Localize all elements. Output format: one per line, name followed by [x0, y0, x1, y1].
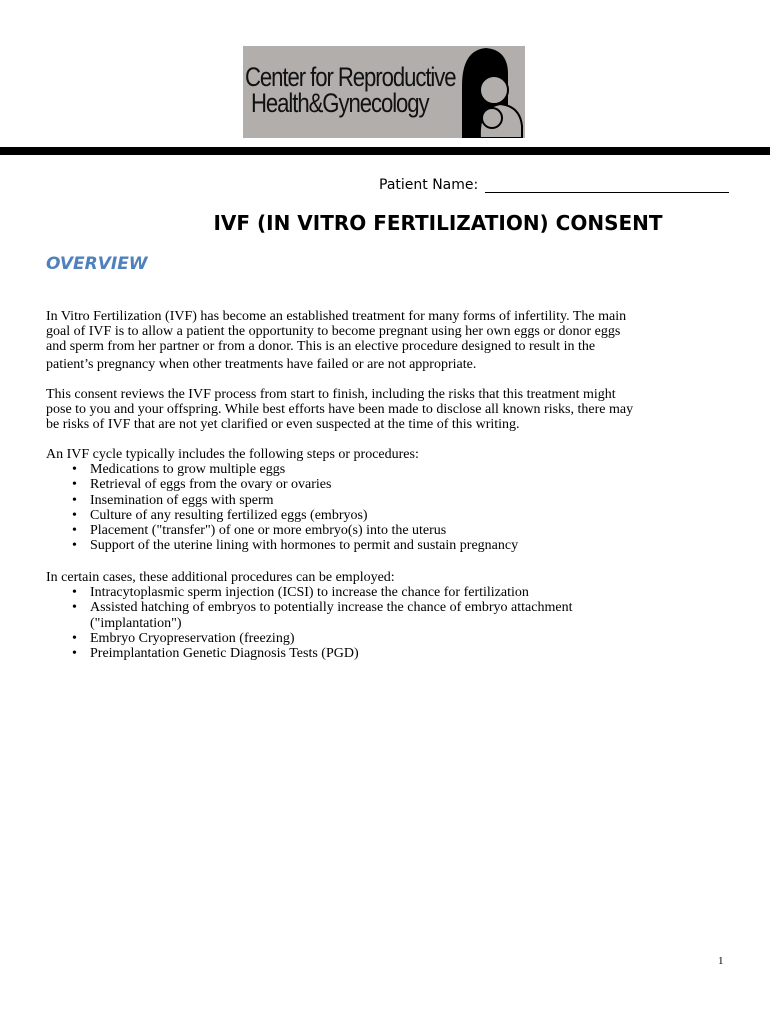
list-item: • Embryo Cryopreservation (freezing) — [72, 630, 295, 646]
list-item: • Intracytoplasmic sperm injection (ICSI) to increase the chance for fertilization — [72, 585, 529, 601]
list-item: • Assisted hatching of embryos to potentially increase the chance of embryo attachment — [72, 600, 573, 616]
additional-section — [46, 570, 572, 661]
section-heading-overview: OVERVIEW — [46, 254, 148, 274]
list-item-continuation: ("implantation") — [90, 615, 182, 631]
paragraph-risks — [46, 387, 633, 433]
text-line: This consent reviews the IVF process from start to finish, including the risks that this treatment might — [46, 387, 616, 402]
steps-intro: An IVF cycle typically includes the following steps or procedures: — [46, 447, 419, 462]
page-number: 1 — [718, 955, 724, 967]
logo-line-2: Health&Gynecology — [251, 88, 429, 118]
list-item: • Medications to grow multiple eggs — [72, 462, 286, 478]
list-item: • Preimplantation Genetic Diagnosis Tests (PGD) — [72, 645, 359, 661]
steps-section — [46, 447, 518, 553]
document-title: IVF (IN VITRO FERTILIZATION) CONSENT — [213, 211, 663, 235]
text-line: goal of IVF is to allow a patient the opportunity to become pregnant using her own eggs or donor eggs — [46, 324, 621, 340]
mother-child-icon — [450, 46, 525, 138]
list-item: • Culture of any resulting fertilized eggs (embryos) — [72, 507, 368, 523]
steps-list — [46, 462, 518, 553]
patient-name-input[interactable] — [485, 176, 729, 193]
list-item: • Support of the uterine lining with hormones to permit and sustain pregnancy — [72, 538, 519, 554]
additional-list — [46, 585, 572, 661]
text-line: pose to you and your offspring. While best efforts have been made to disclose all known risks, there may — [46, 402, 634, 418]
list-item: • Insemination of eggs with sperm — [72, 492, 274, 508]
list-item: • Retrieval of eggs from the ovary or ovaries — [72, 477, 332, 493]
text-line: In Vitro Fertilization (IVF) has become an established treatment for many forms of infertility. The main — [46, 309, 627, 324]
text-line: patient’s pregnancy when other treatments have failed or are not appropriate. — [46, 356, 477, 372]
clinic-logo — [243, 46, 525, 138]
text-line: and sperm from her partner or from a donor. This is an elective procedure designed to result in the — [46, 339, 596, 355]
text-line: be risks of IVF that are not yet clarified or even suspected at the time of this writing. — [46, 417, 520, 433]
header-rule — [0, 147, 770, 155]
additional-intro: In certain cases, these additional procedures can be employed: — [46, 570, 395, 585]
list-item: • Placement ("transfer") of one or more embryo(s) into the uterus — [72, 522, 447, 538]
logo-line-1: Center for Reproductive — [245, 62, 456, 92]
patient-name-label: Patient Name: — [379, 177, 479, 193]
patient-name-field — [379, 176, 729, 193]
paragraph-intro — [46, 309, 626, 372]
